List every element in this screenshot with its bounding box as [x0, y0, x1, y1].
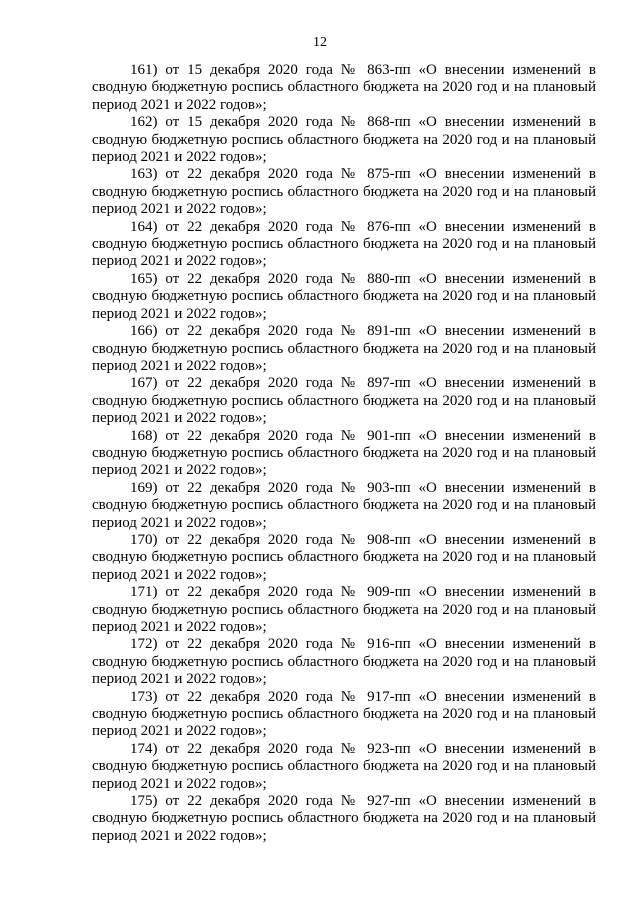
list-item: 175) от 22 декабря 2020 года № 927-пп «О внесении изменений в сводную бюджетную роспись областного бюджета на 2020 год и на плановый период 2021 и 2022 годов»; [92, 793, 596, 844]
list-item: 162) от 15 декабря 2020 года № 868-пп «О внесении изменений в сводную бюджетную роспись областного бюджета на 2020 год и на плановый период 2021 и 2022 годов»; [92, 114, 596, 166]
list-item: 165) от 22 декабря 2020 года № 880-пп «О внесении изменений в сводную бюджетную роспись областного бюджета на 2020 год и на плановый период 2021 и 2022 годов»; [92, 270, 596, 322]
list-item: 161) от 15 декабря 2020 года № 863-пп «О внесении изменений в сводную бюджетную роспись областного бюджета на 2020 год и на плановый период 2021 и 2022 годов»; [92, 62, 596, 113]
list-item: 173) от 22 декабря 2020 года № 917-пп «О внесении изменений в сводную бюджетную роспись областного бюджета на 2020 год и на плановый период 2021 и 2022 годов»; [92, 688, 596, 740]
list-item: 170) от 22 декабря 2020 года № 908-пп «О внесении изменений в сводную бюджетную роспись областного бюджета на 2020 год и на плановый период 2021 и 2022 годов»; [92, 531, 596, 583]
list-item: 167) от 22 декабря 2020 года № 897-пп «О внесении изменений в сводную бюджетную роспись областного бюджета на 2020 год и на плановый период 2021 и 2022 годов»; [92, 375, 596, 427]
list-item: 166) от 22 декабря 2020 года № 891-пп «О внесении изменений в сводную бюджетную роспись областного бюджета на 2020 год и на плановый период 2021 и 2022 годов»; [92, 323, 596, 374]
list-item: 164) от 22 декабря 2020 года № 876-пп «О внесении изменений в сводную бюджетную роспись областного бюджета на 2020 год и на плановый период 2021 и 2022 годов»; [92, 218, 596, 270]
list-item: 169) от 22 декабря 2020 года № 903-пп «О внесении изменений в сводную бюджетную роспись областного бюджета на 2020 год и на плановый период 2021 и 2022 годов»; [92, 479, 596, 531]
list-item: 174) от 22 декабря 2020 года № 923-пп «О внесении изменений в сводную бюджетную роспись областного бюджета на 2020 год и на плановый период 2021 и 2022 годов»; [92, 740, 596, 792]
list-item: 163) от 22 декабря 2020 года № 875-пп «О внесении изменений в сводную бюджетную роспись областного бюджета на 2020 год и на плановый период 2021 и 2022 годов»; [92, 166, 596, 218]
list-item: 171) от 22 декабря 2020 года № 909-пп «О внесении изменений в сводную бюджетную роспись областного бюджета на 2020 год и на плановый период 2021 и 2022 годов»; [92, 584, 596, 635]
list-item: 172) от 22 декабря 2020 года № 916-пп «О внесении изменений в сводную бюджетную роспись областного бюджета на 2020 год и на плановый период 2021 и 2022 годов»; [92, 636, 596, 688]
list-item: 168) от 22 декабря 2020 года № 901-пп «О внесении изменений в сводную бюджетную роспись областного бюджета на 2020 год и на плановый период 2021 и 2022 годов»; [92, 427, 596, 479]
decree-list [92, 62, 596, 845]
page-number: 12 [313, 35, 327, 50]
